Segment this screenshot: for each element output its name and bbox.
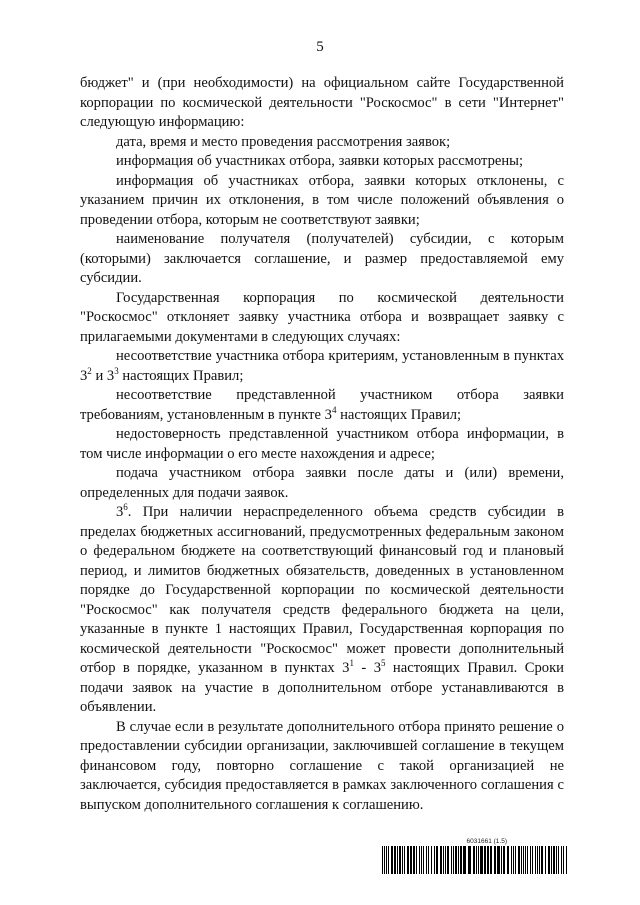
paragraph (80, 386, 564, 425)
barcode-bar (503, 846, 505, 874)
barcode-bar (501, 846, 502, 874)
superscript: 4 (331, 404, 337, 415)
paragraph (80, 464, 564, 503)
page-number: 5 (316, 39, 324, 55)
paragraph-text: подача участником отбора заявки после даты и (или) времени, определенных для подачи заявок. (80, 465, 564, 501)
barcode-block (382, 838, 569, 874)
barcode-bar (423, 846, 424, 874)
barcode-bar (413, 846, 415, 874)
barcode-bar (428, 846, 429, 874)
barcode-bar (478, 846, 479, 874)
barcode-bar (440, 846, 442, 874)
paragraph-text: В случае если в результате дополнительного отбора принято решение о предоставлении субсидии организации, заключившей соглашение в текущем финансовом году, повторно соглашение с такой организацией не заключается, субсидия предоставляется в рамках заключенного соглашения с выпуском дополнительного соглашения к соглашению. (80, 718, 564, 813)
paragraph-text: - 3 (353, 660, 381, 676)
barcode-bar (558, 846, 559, 874)
barcode-bar (458, 846, 459, 874)
barcode-bar (551, 846, 552, 874)
barcode-bar (394, 846, 396, 874)
barcode-bar (399, 846, 401, 874)
barcode-bar (507, 846, 509, 874)
barcode-bar (388, 846, 389, 874)
barcode-bar (532, 846, 533, 874)
barcode-bar (447, 846, 449, 874)
superscript: 6 (123, 502, 128, 512)
barcode-bar (537, 846, 538, 874)
barcode-bar (436, 846, 438, 874)
paragraph (80, 289, 564, 348)
paragraph-text: настоящих Правил; (118, 367, 244, 384)
paragraph-text: и 3 (91, 367, 115, 384)
barcode-bar (556, 846, 557, 874)
superscript: 2 (87, 365, 92, 376)
barcode-bar (523, 846, 524, 874)
barcode-bar (445, 846, 446, 874)
barcode-bar (513, 846, 514, 874)
paragraph (80, 74, 564, 133)
barcode-bar (453, 846, 454, 874)
barcode-bar (484, 846, 486, 874)
barcode-bar (518, 846, 520, 874)
barcode-bar (426, 846, 427, 874)
paragraph-text: недостоверность представленной участником отбора информации, в том числе информации о его месте нахождения и адресе; (80, 426, 564, 462)
barcode-bar (494, 846, 496, 874)
superscript: 5 (381, 658, 386, 668)
paragraph-text: Государственная корпорация по космической деятельности "Роскосмос" отклоняет заявку участника отбора и возвращает заявку с прилагаемыми документами в следующих случаях: (80, 289, 564, 345)
paragraph-text: настоящих Правил. Сроки подачи заявок на участие в дополнительном отборе устанавливаются в объявлении. (80, 660, 564, 715)
barcode-bar (487, 846, 489, 874)
barcode-bar (443, 846, 444, 874)
barcode-bar (561, 846, 562, 874)
paragraph-text: настоящих Правил; (336, 406, 462, 423)
barcode-bar (460, 846, 462, 874)
barcode-bar (521, 846, 522, 874)
barcode-bar (434, 846, 435, 874)
barcode-bar (391, 846, 393, 874)
barcode-bar (410, 846, 412, 874)
barcode-bar (515, 846, 516, 874)
paragraph-text: 3 (116, 504, 124, 520)
barcode-bar (563, 846, 564, 874)
barcode-bar (530, 846, 531, 874)
barcode-bar (463, 846, 466, 874)
paragraph-text: несоответствие участника отбора критериям, установленным в пунктах 3 (80, 348, 564, 384)
paragraph-text: бюджет" и (при необходимости) на официальном сайте Государственной корпорации по космической деятельности "Роскосмос" в сети "Интернет" следующую информацию: (80, 75, 564, 130)
barcode-bar (539, 846, 540, 874)
barcode-bar (480, 846, 483, 874)
barcode-bar (386, 846, 387, 874)
paragraph-text: . При наличии нераспределенного объема средств субсидии в пределах бюджетных ассигнований, предусмотренных федеральным законом о федеральном бюджете на соответствующий финансовый год и плановый период, и лимитов бюджетных обязательств, доведенных в установленном порядке до Государственной корпорации по космической деятельности "Роскосмос" как получателя средств федерального бюджета на цели, указанные в пункте 1 настоящих Правил, Государственная корпорация по космической деятельности "Роскосмос" может провести дополнительный отбор в порядке, указанном в пунктах 3 (80, 504, 564, 676)
barcode-bar (511, 846, 512, 874)
barcode-bar (421, 846, 422, 874)
superscript: 1 (349, 658, 354, 668)
paragraph-text: дата, время и место проведения рассмотрения заявок; (116, 133, 451, 150)
barcode-bar (545, 846, 546, 874)
barcode-bar (535, 846, 536, 874)
document-body (80, 74, 564, 815)
barcode-bar (416, 846, 417, 874)
barcode-bar (525, 846, 526, 874)
superscript: 3 (114, 365, 119, 376)
barcode-bar (490, 846, 492, 874)
barcode-bar (407, 846, 409, 874)
paragraph (80, 172, 564, 231)
paragraph (80, 152, 564, 172)
barcode-image (382, 846, 569, 874)
paragraph-text: несоответствие представленной участником отбора заявки требованиям, установленным в пункте 3 (80, 387, 564, 423)
barcode-bar (404, 846, 405, 874)
paragraph (80, 425, 564, 464)
barcode-bar (382, 846, 383, 874)
barcode-bar (541, 846, 543, 874)
barcode-bar (455, 846, 457, 874)
paragraph-text: наименование получателя (получателей) субсидии, с которым (которыми) заключается соглашение, и размер предоставляемой ему субсидии. (80, 231, 564, 286)
barcode-bar (527, 846, 528, 874)
barcode-bar (566, 846, 567, 874)
paragraph (80, 133, 564, 153)
barcode-bar (402, 846, 403, 874)
barcode-caption: 6031661 (1.5) (466, 838, 507, 845)
barcode-bar (476, 846, 477, 874)
barcode-bar (431, 846, 432, 874)
paragraph (80, 347, 564, 386)
barcode-bar (419, 846, 420, 874)
paragraph-text: информация об участниках отбора, заявки которых рассмотрены; (116, 153, 524, 169)
barcode-bar (497, 846, 500, 874)
paragraph (80, 503, 564, 718)
barcode-bar (397, 846, 398, 874)
barcode-bar (473, 846, 475, 874)
paragraph (80, 230, 564, 289)
barcode-bar (451, 846, 452, 874)
barcode-bar (468, 846, 471, 874)
barcode-bar (384, 846, 385, 874)
barcode-bar (553, 846, 555, 874)
barcode-bar (548, 846, 550, 874)
paragraph (80, 718, 564, 816)
paragraph-text: информация об участниках отбора, заявки которых отклонены, с указанием причин их отклонения, в том числе положений объявления о проведении отбора, которым не соответствуют заявки; (80, 172, 564, 228)
